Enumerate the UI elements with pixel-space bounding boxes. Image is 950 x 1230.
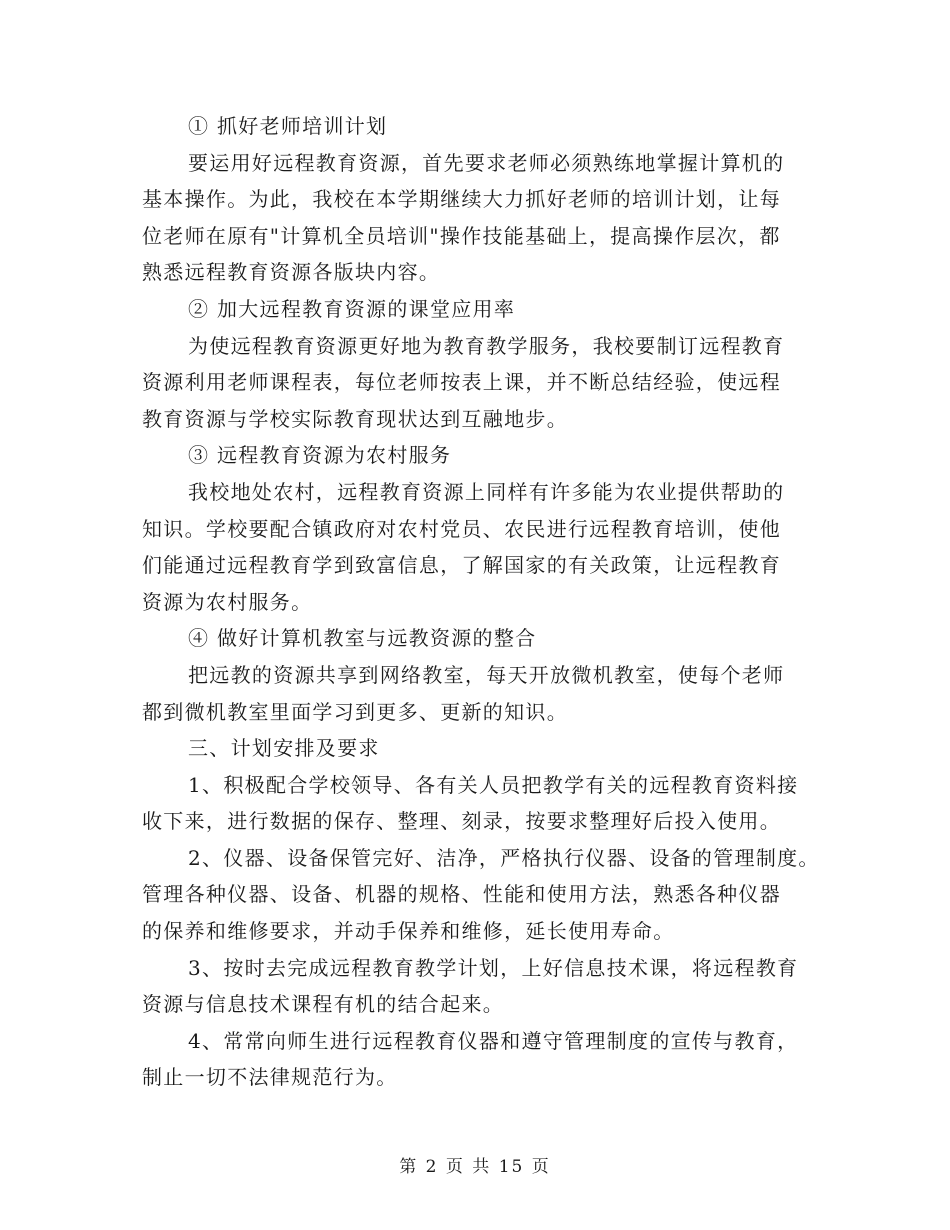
text-line: 基本操作。为此，我校在本学期继续大力抓好老师的培训计划，让每 (142, 187, 781, 212)
text-line: 我校地处农村，远程教育资源上同样有许多能为农业提供帮助的 (188, 479, 785, 504)
text-line: 资源与信息技术课程有机的结合起来。 (142, 992, 505, 1017)
text-line: 2、仪器、设备保管完好、洁净，严格执行仪器、设备的管理制度。 (188, 845, 820, 870)
document-body (142, 108, 832, 1096)
text-line: ④ 做好计算机教室与远教资源的整合 (188, 626, 537, 651)
text-line: 管理各种仪器、设备、机器的规格、性能和使用方法，熟悉各种仪器 (142, 882, 781, 907)
text-line: 制止一切不法律规范行为。 (142, 1065, 398, 1090)
text-line: 位老师在原有"计算机全员培训"操作技能基础上，提高操作层次，都 (142, 223, 781, 248)
text-line: ③ 远程教育资源为农村服务 (188, 443, 452, 468)
text-line: 们能通过远程教育学到致富信息，了解国家的有关政策，让远程教育 (142, 553, 781, 578)
text-line: 资源利用老师课程表，每位老师按表上课，并不断总结经验，使远程 (142, 370, 781, 395)
text-line: 三、计划安排及要求 (188, 736, 380, 761)
text-line: 资源为农村服务。 (142, 589, 313, 614)
text-line: ① 抓好老师培训计划 (188, 114, 388, 138)
page-footer: 第 2 页 共 15 页 (399, 1157, 551, 1177)
text-line: 为使远程教育资源更好地为教育教学服务，我校要制订远程教育 (188, 333, 785, 358)
text-line: 1、积极配合学校领导、各有关人员把教学有关的远程教育资料接 (188, 772, 799, 797)
text-line: 4、常常向师生进行远程教育仪器和遵守管理制度的宣传与教育， (188, 1028, 799, 1053)
text-line: 教育资源与学校实际教育现状达到互融地步。 (142, 406, 568, 431)
text-line: 的保养和维修要求，并动手保养和维修，延长使用寿命。 (142, 919, 675, 944)
text-line: 3、按时去完成远程教育教学计划，上好信息技术课，将远程教育 (188, 955, 799, 980)
text-line: 知识。学校要配合镇政府对农村党员、农民进行远程教育培训，使他 (142, 516, 781, 541)
text-line: 把远教的资源共享到网络教室，每天开放微机教室，使每个老师 (188, 662, 785, 687)
text-line: 熟悉远程教育资源各版块内容。 (142, 260, 441, 285)
text-line: 收下来，进行数据的保存、整理、刻录，按要求整理好后投入使用。 (142, 809, 781, 834)
text-line: ② 加大远程教育资源的课堂应用率 (188, 296, 516, 321)
text-line: 要运用好远程教育资源，首先要求老师必须熟练地掌握计算机的 (188, 150, 785, 175)
text-line: 都到微机教室里面学习到更多、更新的知识。 (142, 699, 568, 724)
